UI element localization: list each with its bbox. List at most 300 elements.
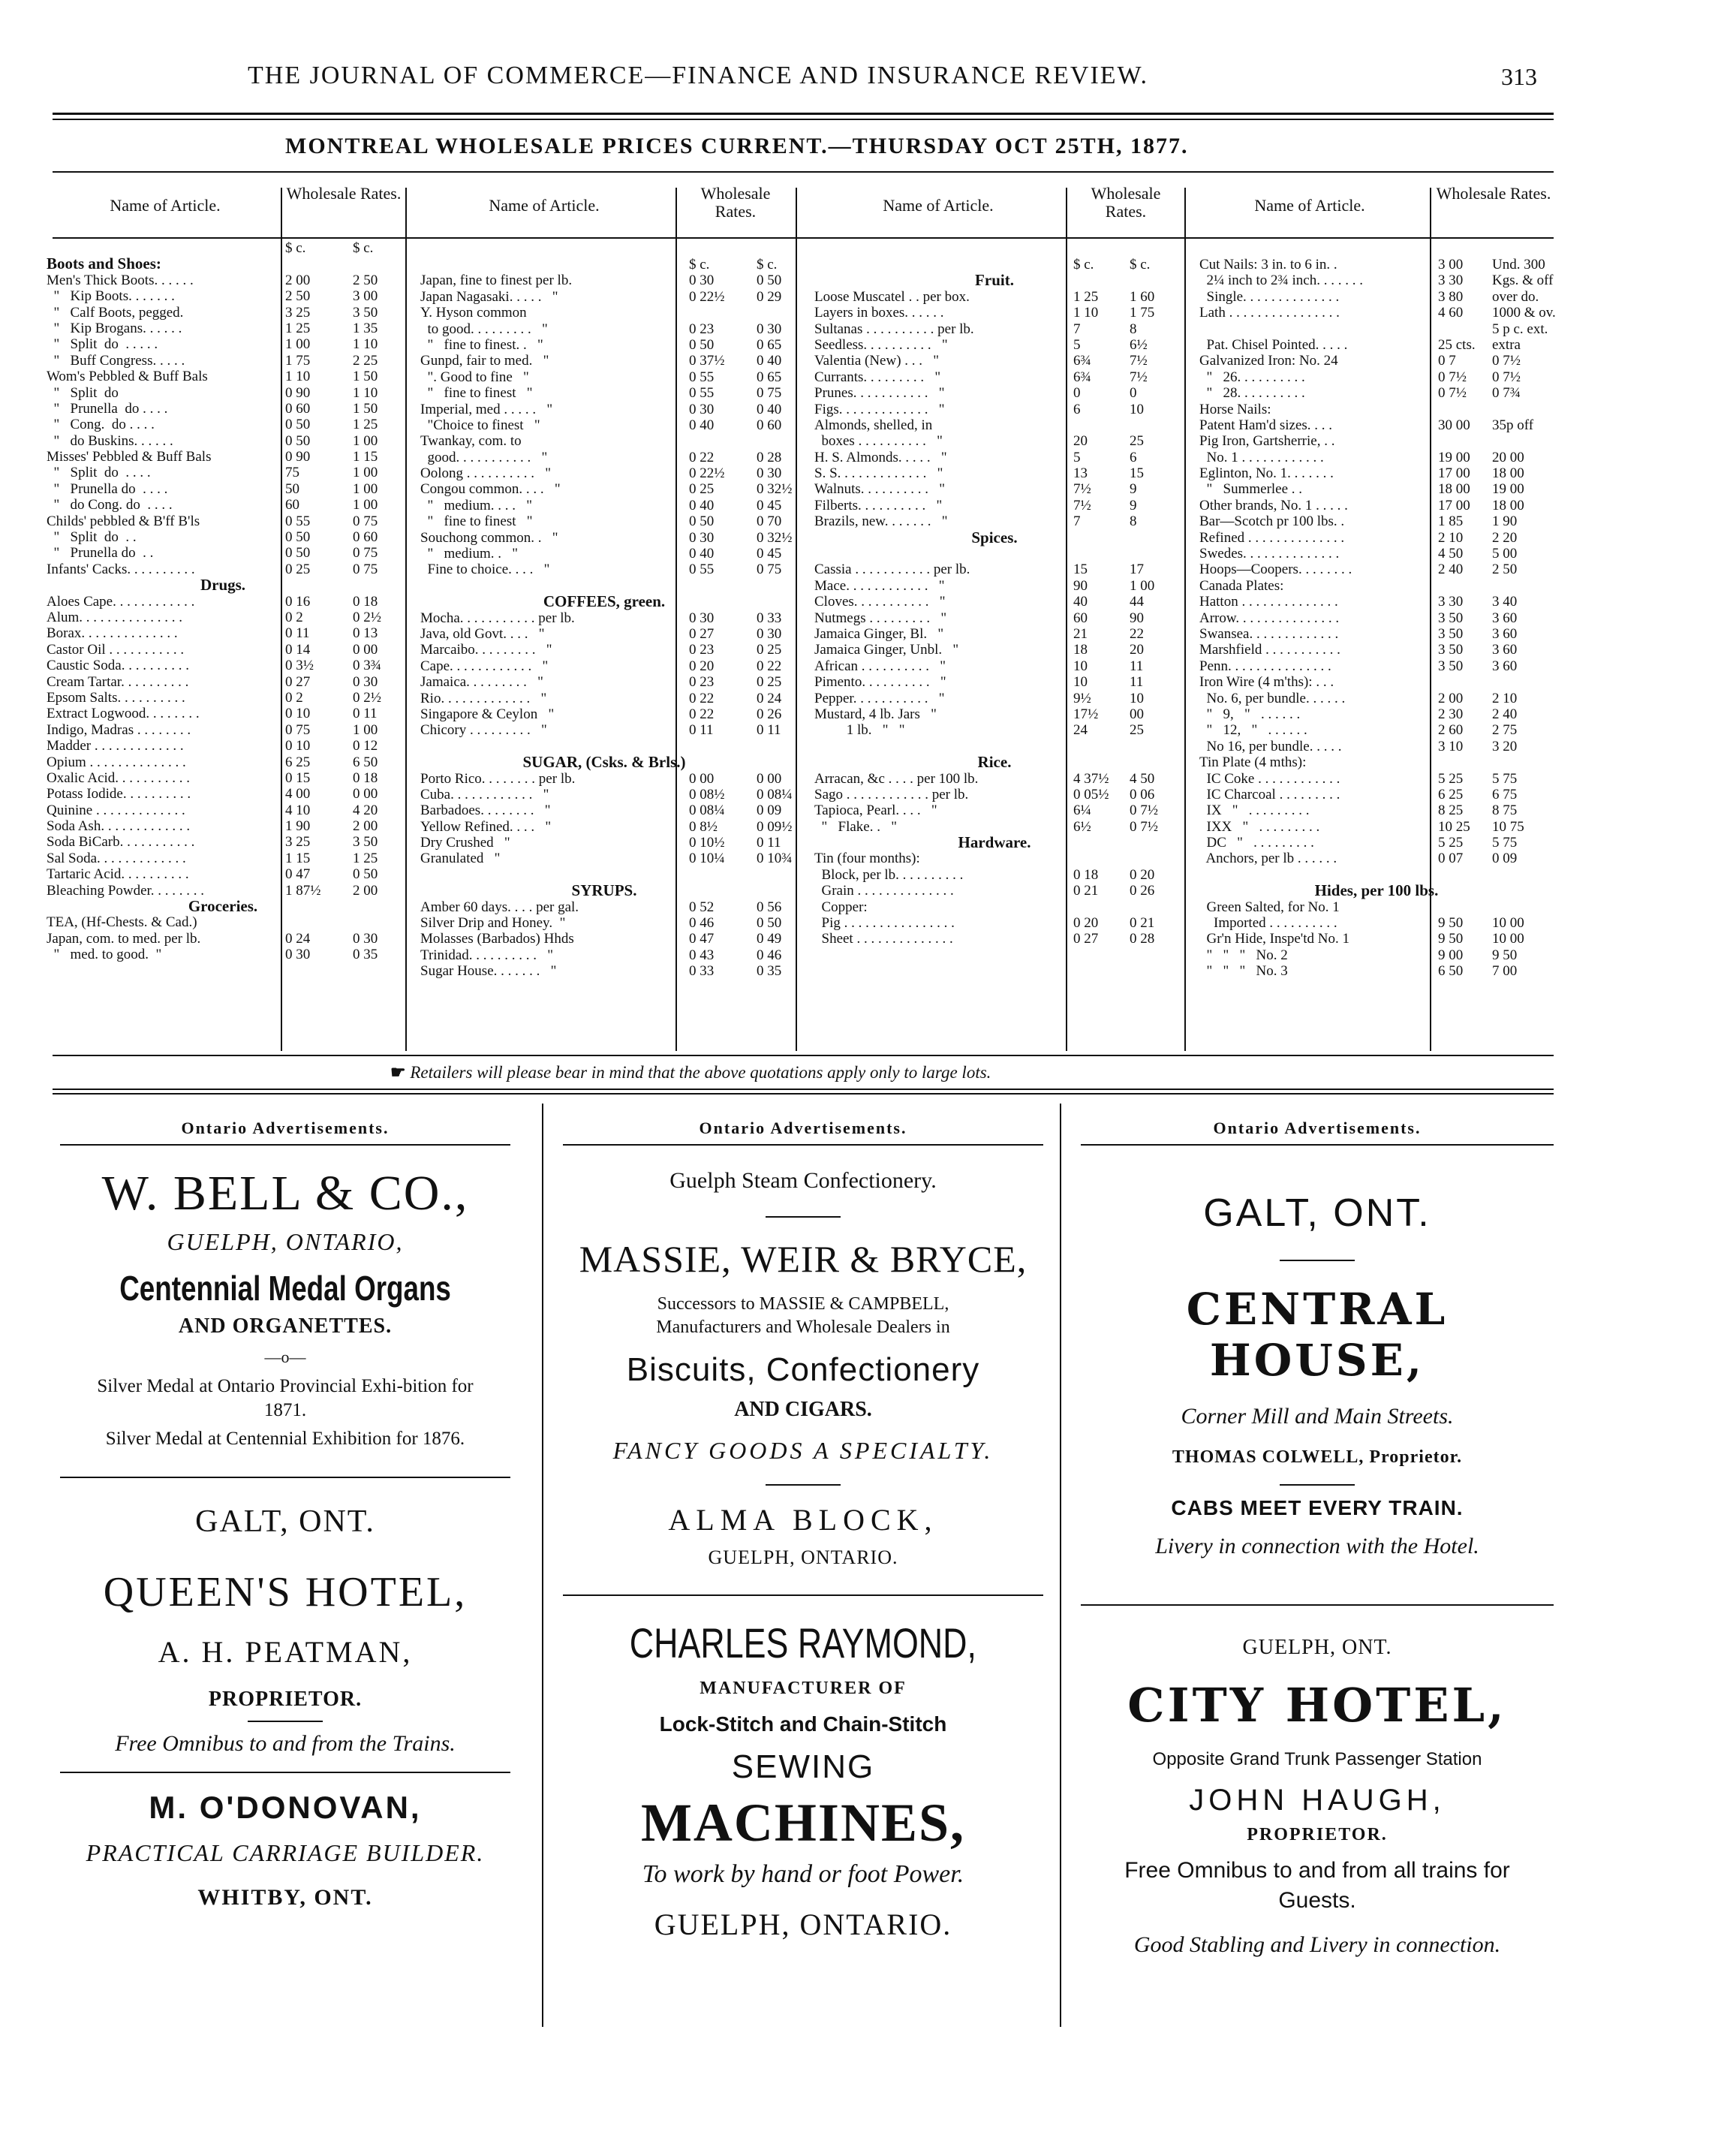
price-row [814,513,1175,529]
queens-name: QUEEN'S HOTEL, [103,1569,468,1615]
price-row [814,658,1175,674]
raymond-role: MANUFACTURER OF [700,1679,907,1698]
bell-place: GUELPH, ONTARIO, [167,1228,404,1255]
rate-low: 0 16 [285,593,311,610]
rate-high: 0 32½ [757,529,793,546]
central-name: CENTRAL HOUSE, [1186,1284,1449,1386]
rate-high: 1 25 [353,417,378,433]
price-row [420,257,788,273]
price-row [814,257,1175,273]
article-name: Rio. . . . . . . . . . . . . " [420,690,547,706]
rate-high: 7½ [1130,353,1148,369]
rate-high: 0 7¾ [1492,385,1521,402]
article-name: Chicory . . . . . . . . . " [420,722,547,739]
rate-low: 17½ [1073,706,1099,722]
massie-product2: AND CIGARS. [734,1398,872,1421]
ads-heading: Ontario Advertisements. [181,1119,390,1137]
rate-high: 0 50 [757,273,782,289]
article-name: Sultanas . . . . . . . . . . per lb. [814,321,974,337]
article-name: Marcaibo. . . . . . . . . " [420,642,552,658]
rate-high: 0 60 [757,417,782,433]
rate-low: 4 00 [285,786,311,802]
price-row [1199,610,1554,626]
section-heading [814,835,1175,851]
article-name: Sal Soda. . . . . . . . . . . . . [47,850,186,866]
head-rule [53,113,1554,115]
article-name: DC " . . . . . . . . . [1199,835,1314,851]
price-row [1199,353,1554,369]
rate-low: 1 75 [285,352,311,369]
col4-name-header: Name of Article. [1254,196,1365,215]
price-row [1199,915,1554,931]
rate-high: 0 12 [353,738,378,754]
city-omnibus: Free Omnibus to and from all trains for Guests. [1124,1858,1510,1913]
rate-low: 7½ [1073,481,1091,498]
price-column-1 [47,240,399,963]
raymond-sewing: SEWING [731,1748,875,1785]
rate-high: 1 00 [353,497,378,513]
price-row [1199,931,1554,947]
price-row [420,353,788,369]
rate-high: 0 21 [1130,915,1155,932]
rate-high: 0 26 [757,706,782,722]
article-name: Imperial, med . . . . . " [420,401,553,417]
rate-high: 3 40 [1492,594,1518,610]
rate-high: 0 13 [353,625,378,642]
article-name: Cut Nails: 3 in. to 6 in. . [1199,257,1337,273]
rate-low: 3 50 [1438,625,1464,642]
rate-low: 13 [1073,465,1088,482]
bell-medal-1: Silver Medal at Ontario Provincial Exhi-bition for 1871. [97,1376,474,1420]
rate-low: 0 18 [1073,866,1099,883]
price-row [814,465,1175,481]
rate-low: 0 55 [689,562,715,578]
price-row [814,498,1175,513]
article-name: Pat. Chisel Pointed. . . . . [1199,336,1348,353]
article-name: Caustic Soda. . . . . . . . . . [47,658,189,674]
price-row [1199,658,1554,674]
section-heading [1199,883,1554,899]
article-name: Soda Ash. . . . . . . . . . . . . [47,818,191,835]
rate-high: 0 75 [757,562,782,578]
rate-high: 6 75 [1492,786,1518,802]
rate-high: 0 75 [353,545,378,562]
rate-low: 5 25 [1438,835,1464,851]
price-row [814,787,1175,802]
rate-high: 1 00 [353,432,378,449]
article-name: Tin Plate (4 mths): [1199,754,1307,771]
rate-high: 0 26 [1130,883,1155,899]
rate-low: 6 [1073,401,1081,417]
price-row [814,899,1175,915]
rate-low: 0 46 [689,915,715,932]
ads-top-rule [53,1089,1554,1090]
article-name: Infants' Cacks. . . . . . . . . . [47,561,195,577]
article-name: 2¼ inch to 2¾ inch. . . . . . . [1199,273,1363,289]
queens-owner: A. H. PEATMAN, [158,1635,413,1669]
rate-high: 22 [1130,625,1144,642]
article-name: Men's Thick Boots. . . . . . [47,272,194,288]
rate-low: 1 25 [285,320,311,336]
massie-line2: Manufacturers and Wholesale Dealers in [656,1317,950,1337]
article-name: Granulated " [420,851,501,867]
rate-high: 1 60 [1130,288,1155,305]
rate-high: 0 18 [353,769,378,786]
article-name: IX " . . . . . . . . . [1199,802,1310,819]
rate-low: 30 00 [1438,417,1470,433]
rate-high: Und. 300 [1492,257,1545,273]
article-name: " medium. . . . " [420,497,533,513]
rate-low: 0 40 [689,417,715,433]
rate-low: 4 60 [1438,305,1464,321]
rate-low: 0 25 [689,481,715,498]
price-row [420,706,788,722]
rate-low: 2 10 [1438,529,1464,546]
rate-high: 44 [1130,594,1144,610]
rate-high: 0 50 [353,866,378,883]
article-name: good. . . . . . . . . . . " [420,449,548,465]
price-row [420,691,788,706]
raymond-stitch: Lock-Stitch and Chain-Stitch [659,1712,947,1736]
article-name: Almonds, shelled, in [814,417,933,433]
rate-high: 4 20 [353,802,378,818]
article-name: Yellow Refined. . . . " [420,818,552,835]
price-row [420,658,788,674]
article-name: " 9, " . . . . . . [1199,706,1301,722]
odonovan-name: M. O'DONOVAN, [149,1790,422,1825]
rate-high: 2 10 [1492,690,1518,706]
rate-high: 25 [1130,722,1144,739]
article-name: Swansea. . . . . . . . . . . . . [1199,625,1339,642]
rate-high: 5 75 [1492,770,1518,787]
massie-line1: Successors to MASSIE & CAMPBELL, [657,1294,949,1314]
article-name: 1 lb. " " [814,722,905,739]
article-name: Sago . . . . . . . . . . . . per lb. [814,786,969,802]
rate-high: 8 75 [1492,802,1518,819]
rate-low: 3 10 [1438,738,1464,754]
rate-low: 0 2 [285,689,303,706]
rate-high: 1 00 [353,721,378,738]
queens-town: GALT, ONT. [195,1504,375,1539]
rate-high: 0 25 [757,674,782,691]
price-row [420,867,788,883]
rate-low: 1 87½ [285,882,321,899]
rate-high: 3 60 [1492,625,1518,642]
article-name: "Choice to finest " [420,417,540,433]
article-name: " Calf Boots, pegged. [47,304,184,321]
rate-low: 0 30 [689,401,715,417]
city-name: CITY HOTEL, [1127,1678,1507,1733]
article-name: Pepper. . . . . . . . . . . " [814,690,945,706]
rate-high: 2 50 [1492,562,1518,578]
retailers-note: ☛ Retailers will please bear in mind that the above quotations apply only to large lots. [390,1063,991,1082]
price-row [47,658,399,673]
rate-high: 0 [1130,385,1137,402]
article-name: " Prunella do . . . . [47,400,168,417]
rate-low: 3 80 [1438,288,1464,305]
price-row [47,642,399,658]
rate-high: 0 46 [757,947,782,963]
article-name: Prunes. . . . . . . . . . . " [814,385,945,402]
rate-low: 3 30 [1438,273,1464,289]
price-row [420,498,788,513]
rate-high: 2 20 [1492,529,1518,546]
article-name: Eglinton, No. 1. . . . . . . [1199,465,1334,482]
rate-high: 0 09 [757,802,782,819]
bell-name: W. BELL & CO., [101,1166,469,1221]
rate-high: 00 [1130,706,1144,722]
rate-low: $ c. [689,257,710,273]
rate-low: 0 22½ [689,288,725,305]
price-row [814,851,1175,866]
rate-low: 0 24 [285,930,311,947]
article-name: Alum. . . . . . . . . . . . . . . [47,609,183,625]
queens-role: PROPRIETOR. [208,1688,363,1711]
rate-high: 0 49 [757,931,782,947]
rate-low: 3 50 [1438,658,1464,674]
price-row [1199,754,1554,770]
rate-high: 0 60 [353,529,378,546]
article-name: Tapioca, Pearl. . . . " [814,802,937,819]
massie-town: GUELPH, ONTARIO. [708,1546,898,1568]
price-row [814,642,1175,658]
rate-low: 6¾ [1073,353,1091,369]
rate-high: 6 50 [353,754,378,770]
article-name: African . . . . . . . . . . " [814,658,946,674]
article-name: Cassia . . . . . . . . . . . per lb. [814,562,970,578]
rate-low: 0 7½ [1438,385,1467,402]
city-owner: JOHN HAUGH, [1189,1784,1446,1817]
price-row [814,674,1175,690]
rate-high: 6 [1130,449,1137,465]
article-name: No. 6, per bundle. . . . . . [1199,690,1346,706]
article-name: Cuba. . . . . . . . . . . . " [420,786,549,802]
rate-high: 0 70 [757,513,782,530]
article-name: IC Charcoal . . . . . . . . . [1199,786,1340,802]
rate-low: 0 3½ [285,658,314,674]
price-row [814,706,1175,722]
section-heading [47,577,399,593]
rate-low: 0 15 [285,769,311,786]
article-name: " Cong. do . . . . [47,417,155,433]
rate-high: 10 [1130,401,1144,417]
rate-low: 0 21 [1073,883,1099,899]
bell-separator: —o— [264,1348,306,1366]
rate-high: 0 65 [757,336,782,353]
rate-low: 0 50 [285,432,311,449]
col1-name-header: Name of Article. [110,196,221,215]
rate-high: 3 60 [1492,610,1518,626]
rate-high: 3 60 [1492,658,1518,674]
rate-low: 0 20 [1073,915,1099,932]
price-row [47,417,399,432]
central-owner: THOMAS COLWELL, Proprietor. [1172,1447,1463,1467]
col-divider [796,188,797,1051]
rate-low: 0 05½ [1073,786,1109,802]
article-name: Swedes. . . . . . . . . . . . . . [1199,546,1340,562]
price-row [814,321,1175,337]
price-row [814,578,1175,594]
rate-high: 11 [1130,674,1144,691]
rate-low: 0 23 [689,674,715,691]
article-name: Arrow. . . . . . . . . . . . . . . [1199,610,1340,626]
article-name: " 12, " . . . . . . [1199,722,1307,739]
article-name: Hardware. [958,833,1031,852]
raymond-machines: MACHINES, [640,1793,966,1853]
article-name: SYRUPS. [571,881,637,900]
rate-high: 0 75 [757,385,782,402]
price-row [420,369,788,385]
price-row [47,594,399,610]
rate-low: 2 40 [1438,562,1464,578]
col1-rates-header: Wholesale Rates. [286,184,402,203]
price-row [1199,481,1554,497]
rate-low: 0 55 [285,513,311,529]
price-row [420,739,788,754]
article-name: Walnuts. . . . . . . . . . " [814,481,946,498]
rate-low: 0 [1073,385,1081,402]
article-name: " Kip Boots. . . . . . . [47,288,175,305]
rate-high: 1 35 [353,320,378,336]
rate-low: 9 00 [1438,947,1464,963]
article-name: Canada Plates: [1199,577,1284,594]
price-row [47,722,399,738]
price-row [1199,305,1554,321]
article-name: Boots and Shoes: [47,254,161,273]
rate-high: 0 28 [757,449,782,465]
massie-special: FANCY GOODS A SPECIALTY. [612,1437,994,1464]
rate-high: 0 32½ [757,481,793,498]
rate-high: $ c. [353,240,374,256]
rate-high: 2 50 [353,272,378,288]
article-name: Tartaric Acid. . . . . . . . . . [47,866,189,883]
price-row [1199,867,1554,883]
article-name: Y. Hyson common [420,305,527,321]
rate-low: 3 50 [1438,610,1464,626]
col3-name-header: Name of Article. [883,196,994,215]
rate-high: 0 40 [757,353,782,369]
rate-high: 0 50 [757,915,782,932]
price-row [420,433,788,449]
rate-low: 5 25 [1438,770,1464,787]
article-name: Filberts. . . . . . . . . . " [814,497,943,513]
raymond-power: To work by hand or foot Power. [642,1860,964,1888]
article-name: Porto Rico. . . . . . . . per lb. [420,770,576,787]
massie-block: ALMA BLOCK, [668,1503,938,1537]
price-row [814,337,1175,353]
article-name: Other brands, No. 1 . . . . . [1199,497,1348,513]
article-name: IC Coke . . . . . . . . . . . . [1199,770,1340,787]
article-name: Hides, per 100 lbs. [1314,881,1439,900]
article-name: Childs' pebbled & B'ff B'ls [47,513,200,529]
rate-low: 10 [1073,658,1088,674]
rate-low: 0 10½ [689,835,725,851]
article-name: COFFEES, green. [543,592,666,611]
rate-low: 0 50 [689,513,715,530]
article-name: Groceries. [188,897,258,916]
article-name: SUGAR, (Csks. & Brls.) [522,753,686,772]
ad-column-3 [1073,1119,1561,1958]
rate-low: 0 27 [285,673,311,690]
rate-high: 0 7½ [1492,369,1521,385]
rate-low: 0 30 [689,610,715,626]
price-row [1199,513,1554,529]
rate-low: 60 [1073,610,1088,626]
price-row [1199,578,1554,594]
price-row [47,866,399,882]
head-rule-thin [53,119,1554,120]
rate-high: 11 [1130,658,1144,674]
price-row [1199,465,1554,481]
rate-low: 0 22 [689,690,715,706]
rate-low: 2 00 [285,272,311,288]
rate-low: 0 23 [689,642,715,658]
rate-low: 6¾ [1073,369,1091,385]
col-divider [405,188,407,1051]
price-row [814,289,1175,305]
bell-product: Centennial Medal Organs [119,1269,451,1308]
price-row [47,738,399,754]
price-row [1199,369,1554,385]
rate-low: 25 cts. [1438,336,1476,353]
central-cabs: CABS MEET EVERY TRAIN. [1171,1496,1464,1519]
price-row [1199,450,1554,465]
guelph-title: Guelph Steam Confectionery. [669,1168,937,1193]
rate-high: 5 p c. ext. [1492,321,1548,337]
rate-high: 0 00 [353,641,378,658]
rate-high: 10 00 [1492,915,1524,932]
article-name: " Split do . . . . [47,465,151,481]
rate-low: 0 90 [285,449,311,465]
rate-low: 1 15 [285,850,311,866]
article-name: Indigo, Madras . . . . . . . . [47,721,191,738]
price-row [814,385,1175,401]
article-name: " Summerlee . . [1199,481,1303,498]
table-bottom-rule [53,1055,1554,1056]
rate-low: 0 22½ [689,465,725,482]
rate-high: 0 09½ [757,818,793,835]
rate-low: 4 10 [285,802,311,818]
col2-rates-header: Wholesale Rates. [700,184,771,221]
price-row [47,433,399,449]
rate-high: $ c. [1130,257,1151,273]
central-corner: Corner Mill and Main Streets. [1181,1404,1454,1429]
article-name: Japan, fine to finest per lb. [420,273,573,289]
bell-product2: AND ORGANETTES. [178,1314,393,1338]
article-name: " do Buskins. . . . . . [47,432,173,449]
price-row [420,818,793,835]
price-row [814,402,1175,417]
prices-subtitle: MONTREAL WHOLESALE PRICES CURRENT.—THURSDAY OCT 25TH, 1877. [285,134,1189,158]
rate-high: 10 75 [1492,818,1524,835]
rate-high: 0 35 [353,947,378,963]
rate-low: 18 00 [1438,481,1470,498]
rate-high: 0 75 [353,513,378,529]
rate-high: 0 28 [1130,931,1155,947]
article-name: " med. to good. " [47,947,162,963]
rate-low: 0 22 [689,706,715,722]
rate-high: 2 40 [1492,706,1518,722]
rate-high: 0 20 [1130,866,1155,883]
rate-high: 10 [1130,690,1144,706]
rate-low: 2 60 [1438,722,1464,739]
article-name: Marshfield . . . . . . . . . . . [1199,642,1340,658]
price-row [1199,321,1554,337]
rate-high: 8 [1130,513,1137,530]
rate-low: 4 37½ [1073,770,1109,787]
rate-high: 0 29 [757,288,782,305]
rate-high: 0 25 [757,642,782,658]
